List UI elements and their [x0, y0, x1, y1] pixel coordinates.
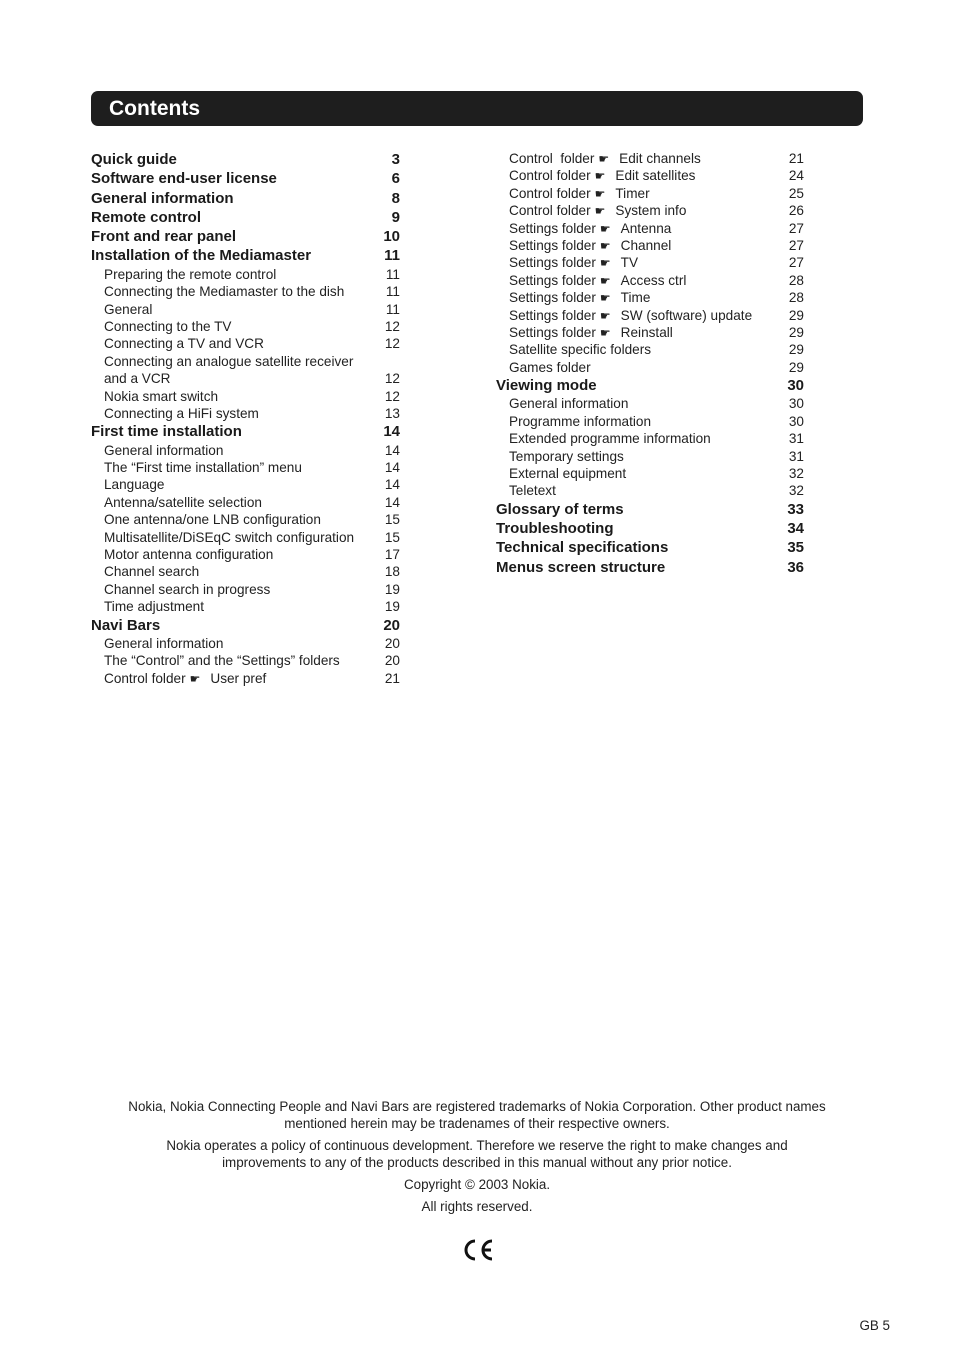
toc-page-number: 28 [788, 272, 804, 288]
toc-page-number: 14 [383, 423, 400, 441]
toc-subsection-entry [91, 563, 400, 580]
toc-subsection-entry [496, 202, 804, 219]
toc-page-number: 20 [384, 635, 400, 651]
toc-entry-title: Motor antenna configuration [104, 546, 274, 562]
toc-page-number: 6 [391, 170, 400, 188]
toc-section-entry [91, 616, 400, 635]
toc-page-number: 29 [788, 307, 804, 323]
toc-page-number: 12 [384, 336, 400, 352]
pointing-hand-icon: ☛ [594, 204, 606, 219]
toc-entry-title: Programme information [509, 413, 652, 429]
toc-section-entry [496, 519, 804, 538]
toc-entry-title: Games folder [509, 359, 591, 375]
toc-subsection-entry [91, 283, 400, 300]
toc-page-number: 10 [383, 228, 400, 246]
toc-entry-title: Antenna/satellite selection [104, 494, 262, 510]
toc-subsection-entry [91, 635, 400, 652]
toc-entry-title: General information [104, 635, 224, 651]
toc-page-number: 11 [385, 301, 400, 317]
toc-subsection-entry [496, 395, 804, 412]
toc-page-number: 15 [384, 512, 400, 528]
toc-entry-title: Navi Bars [91, 616, 161, 634]
toc-page-number: 30 [788, 413, 804, 429]
toc-entry-title: Control folder ☛ Timer [509, 185, 650, 201]
toc-entry-title: The “Control” and the “Settings” folders [104, 653, 340, 669]
pointing-hand-icon: ☛ [599, 273, 611, 288]
toc-page-number: 30 [788, 396, 804, 412]
toc-entry-title: Settings folder ☛ Time [509, 290, 651, 306]
toc-section-entry [91, 169, 400, 188]
toc-subsection-entry [91, 335, 400, 352]
toc-entry-title: Settings folder ☛ Channel [509, 237, 672, 253]
toc-page-number: 17 [384, 546, 400, 562]
toc-subsection-entry [496, 237, 804, 254]
toc-subsection-entry [496, 185, 804, 202]
toc-entry-title: Temporary settings [509, 448, 624, 464]
toc-page-number: 21 [384, 670, 400, 686]
toc-page-number: 29 [788, 324, 804, 340]
ce-mark-icon [461, 1238, 495, 1262]
toc-page-number: 19 [384, 599, 400, 615]
toc-entry-title: General information [91, 189, 234, 207]
toc-entry-title: Connecting a TV and VCR [104, 336, 264, 352]
toc-entry-title: Channel search [104, 564, 200, 580]
toc-subsection-entry [91, 353, 400, 388]
toc-page-number: 32 [788, 483, 804, 499]
toc-entry-title: Control folder ☛ System info [509, 203, 687, 219]
toc-page-number: 11 [385, 266, 400, 282]
toc-subsection-entry [496, 413, 804, 430]
toc-entry-title: Software end-user license [91, 170, 277, 188]
toc-subsection-entry [91, 388, 400, 405]
toc-section-entry [496, 500, 804, 519]
toc-subsection-entry [496, 167, 804, 184]
toc-page-number: 34 [787, 520, 804, 538]
toc-subsection-entry [91, 529, 400, 546]
pointing-hand-icon: ☛ [189, 671, 201, 686]
toc-section-entry [91, 227, 400, 246]
toc-entry-title: Settings folder ☛ Reinstall [509, 324, 673, 340]
toc-entry-title: First time installation [91, 423, 242, 441]
pointing-hand-icon: ☛ [598, 152, 610, 166]
toc-page-number: 14 [384, 494, 400, 510]
pointing-hand-icon: ☛ [594, 186, 606, 201]
toc-entry-title: Connecting the Mediamaster to the dish [104, 284, 345, 300]
toc-page-number: 21 [788, 151, 804, 166]
copyright-notice: Copyright © 2003 Nokia. [403, 1177, 551, 1192]
toc-section-entry [91, 208, 400, 227]
pointing-hand-icon: ☛ [599, 256, 611, 271]
toc-subsection-entry [91, 442, 400, 459]
toc-entry-title: Viewing mode [496, 377, 597, 395]
toc-subsection-entry [91, 318, 400, 335]
pointing-hand-icon: ☛ [594, 169, 606, 184]
toc-subsection-entry [496, 272, 804, 289]
toc-subsection-entry [91, 459, 400, 476]
toc-page-number: 12 [384, 371, 400, 387]
toc-subsection-entry [91, 476, 400, 493]
toc-page-number: 8 [391, 189, 400, 207]
toc-page-number: 14 [384, 442, 400, 458]
toc-page-number: 12 [384, 318, 400, 334]
toc-left-column [91, 150, 400, 687]
toc-page-number: 35 [787, 539, 804, 557]
toc-entry-title: Front and rear panel [91, 228, 237, 246]
toc-entry-title: Remote control [91, 208, 202, 226]
toc-subsection-entry [91, 546, 400, 563]
toc-subsection-entry [91, 581, 400, 598]
pointing-hand-icon: ☛ [599, 238, 611, 253]
toc-entry-title: Settings folder ☛ SW (software) update [509, 307, 753, 323]
toc-entry-title: One antenna/one LNB configuration [104, 512, 321, 528]
toc-page-number: 13 [384, 405, 400, 421]
toc-page-number: 15 [384, 529, 400, 545]
toc-section-entry [496, 538, 804, 557]
trademark-notice: Nokia, Nokia Connecting People and Navi Bars are registered trademarks of Nokia Corporation. Other product names mentioned herein may be tradenames of their respective owners. [128, 1099, 826, 1131]
toc-page-number: 14 [384, 477, 400, 493]
pointing-hand-icon: ☛ [599, 325, 611, 340]
toc-entry-title: Preparing the remote control [104, 266, 277, 282]
toc-subsection-entry [496, 465, 804, 482]
toc-subsection-entry [496, 220, 804, 237]
toc-section-entry [496, 558, 804, 577]
toc-entry-title: General information [104, 442, 224, 458]
toc-entry-title: Installation of the Mediamaster [91, 247, 312, 265]
toc-entry-title: Time adjustment [104, 599, 204, 615]
toc-subsection-entry [91, 405, 400, 422]
toc-page-number: 25 [788, 185, 804, 201]
toc-subsection-entry [91, 598, 400, 615]
toc-entry-title: Glossary of terms [496, 500, 624, 518]
development-policy-notice: Nokia operates a policy of continuous development. Therefore we reserve the right to make changes and improvements to any of the products described in this manual without any prior notice. [166, 1138, 788, 1170]
pointing-hand-icon: ☛ [599, 221, 611, 236]
toc-entry-title: Settings folder ☛ Access ctrl [509, 272, 687, 288]
toc-entry-title: Settings folder ☛ TV [509, 255, 639, 271]
toc-subsection-entry [496, 359, 804, 376]
toc-entry-title: Connecting to the TV [104, 318, 232, 334]
toc-entry-title: Control folder ☛ User pref [104, 670, 267, 686]
toc-subsection-entry [91, 511, 400, 528]
toc-entry-title: Connecting an analogue satellite receiver and a VCR [104, 353, 354, 387]
toc-subsection-entry [91, 670, 400, 687]
toc-entry-title: Troubleshooting [496, 520, 614, 538]
toc-section-entry [91, 189, 400, 208]
toc-entry-title: Satellite specific folders [509, 342, 652, 358]
toc-page-number: 33 [787, 500, 804, 518]
toc-entry-title: Extended programme information [509, 431, 711, 447]
toc-section-entry [91, 150, 400, 169]
rights-notice: All rights reserved. [421, 1199, 533, 1214]
toc-page-number: 9 [391, 208, 400, 226]
toc-subsection-entry [91, 266, 400, 283]
toc-page-number: 29 [788, 359, 804, 375]
toc-section-entry [496, 376, 804, 395]
toc-entry-title: Language [104, 477, 165, 493]
toc-entry-title: Quick guide [91, 151, 177, 168]
toc-page-number: 24 [788, 168, 804, 184]
toc-entry-title: General information [509, 396, 629, 412]
toc-subsection-entry [496, 448, 804, 465]
toc-page-number: 11 [384, 247, 400, 265]
toc-page-number: 36 [787, 558, 804, 576]
toc-page-number: 27 [788, 255, 804, 271]
toc-page-number: 14 [384, 460, 400, 475]
toc-section-entry [91, 422, 400, 441]
toc-entry-title: Nokia smart switch [104, 388, 219, 404]
toc-subsection-entry [496, 341, 804, 358]
toc-entry-title: Menus screen structure [496, 558, 666, 576]
toc-subsection-entry [91, 301, 400, 318]
toc-page-number: 18 [384, 564, 400, 580]
toc-subsection-entry [496, 289, 804, 306]
page-number: GB 5 [859, 1318, 890, 1333]
toc-subsection-entry [91, 652, 400, 669]
toc-entry-title: Channel search in progress [104, 581, 271, 597]
toc-page-number: 31 [788, 431, 804, 447]
toc-entry-title: The “First time installation” menu [104, 460, 302, 475]
toc-page-number: 12 [384, 388, 400, 404]
toc-subsection-entry [496, 307, 804, 324]
toc-page-number: 19 [384, 581, 400, 597]
toc-page-number: 32 [788, 465, 804, 481]
toc-right-column [496, 150, 804, 577]
toc-section-entry [91, 246, 400, 265]
pointing-hand-icon: ☛ [599, 291, 611, 306]
toc-entry-title: Multisatellite/DiSEqC switch configuration [104, 529, 355, 545]
toc-page-number: 26 [788, 203, 804, 219]
toc-subsection-entry [91, 494, 400, 511]
toc-page-number: 20 [383, 616, 400, 634]
toc-entry-title: Teletext [509, 483, 556, 499]
toc-page-number: 28 [788, 290, 804, 306]
toc-page-number: 27 [788, 237, 804, 253]
toc-subsection-entry [496, 482, 804, 499]
toc-page-number: 20 [384, 653, 400, 669]
toc-entry-title: Connecting a HiFi system [104, 405, 259, 421]
toc-page-number: 27 [788, 220, 804, 236]
toc-entry-title: Settings folder ☛ Antenna [509, 220, 672, 236]
pointing-hand-icon: ☛ [599, 308, 611, 323]
toc-page-number: 30 [787, 377, 804, 395]
toc-page-number: 3 [391, 151, 400, 168]
contents-header-bar [91, 91, 863, 126]
toc-entry-title: Technical specifications [496, 539, 669, 557]
page-title: Contents [109, 97, 200, 120]
toc-subsection-entry [496, 150, 804, 167]
legal-footer [91, 1098, 863, 1220]
toc-entry-title: Control folder ☛ Edit satellites [509, 168, 696, 184]
toc-subsection-entry [496, 324, 804, 341]
toc-page-number: 31 [788, 448, 804, 464]
toc-entry-title: Control folder ☛ Edit channels [509, 151, 701, 166]
toc-subsection-entry [496, 430, 804, 447]
toc-subsection-entry [496, 254, 804, 271]
toc-entry-title: General [104, 301, 153, 317]
toc-entry-title: External equipment [509, 465, 627, 481]
toc-page-number: 11 [385, 284, 400, 300]
toc-page-number: 29 [788, 342, 804, 358]
